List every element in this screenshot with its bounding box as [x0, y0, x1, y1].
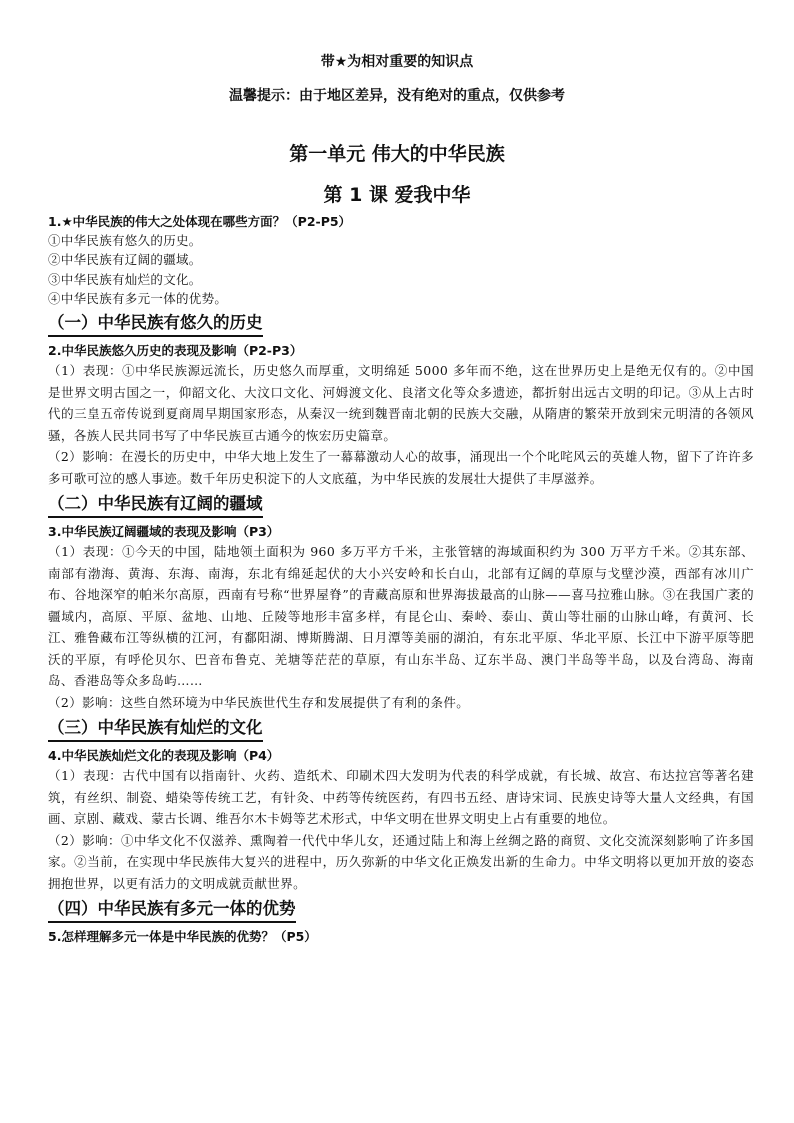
section-1-influence: （2）影响：在漫长的历史中，中华大地上发生了一幕幕激动人心的故事，涌现出一个个叱咤风云的英雄人物，留下了许许多多可歌可泣的感人事迹。数千年历史积淀下的人文底蕴，为中华民族的发展壮大提供了丰厚滋养。: [48, 449, 754, 486]
section-1-performance: （1）表现：①中华民族源远流长，历史悠久而厚重，文明绵延 5000 多年而不绝，这在世界历史上是绝无仅有的。②中国是世界文明古国之一，仰韶文化、大汶口文化、河姆渡文化、良渚文化等众多遗迹，都折射出远古文明的印记。③从上古时代的三皇五帝传说到夏商周早期国家形态，从秦汉一统到魏晋南北朝的民族大交融，从隋唐的繁荣开放到宋元明清的各领风骚，各族人民共同书写了中华民族亘古通今的恢宏历史篇章。: [48, 363, 754, 443]
section-4-heading: （四）中华民族有多元一体的优势: [48, 898, 296, 923]
section-2-performance: （1）表现：①今天的中国，陆地领土面积为 960 多万平方千米，主张管辖的海域面积约为 300 万平方千米。②其东部、南部有渤海、黄海、东海、南海，东北有绵延起伏的大小兴安岭和长白山，北部有辽阔的草原与戈壁沙漠，西部有冰川广布、谷地深窄的帕米尔高原，西南有号称“世界屋脊”的青藏高原和世界海拔最高的山脉——喜马拉雅山脉。③在我国广袤的疆域内，高原、平原、盆地、山地、丘陵等地形丰富多样，有昆仑山、秦岭、泰山、黄山等壮丽的山脉山峰，有黄河、长江、雅鲁藏布江等纵横的江河，有鄱阳湖、博斯腾湖、日月潭等美丽的湖泊，有东北平原、华北平原、长江中下游平原等肥沃的平原，有呼伦贝尔、巴音布鲁克、羌塘等茫茫的草原，有山东半岛、辽东半岛、澳门半岛等半岛，以及台湾岛、海南岛、香港岛等众多岛屿……: [48, 544, 754, 689]
section-3-influence: （2）影响：①中华文化不仅滋养、熏陶着一代代中华儿女，还通过陆上和海上丝绸之路的商贸、文化交流深刻影响了许多国家。②当前，在实现中华民族伟大复兴的进程中，历久弥新的中华文化正焕发出新的生命力。中华文明将以更加开放的姿态拥抱世界，以更有活力的文明成就贡献世界。: [48, 832, 754, 891]
question-3-title: 3.中华民族辽阔疆域的表现及影响（P3）: [48, 524, 280, 540]
reminder-note: 温馨提示：由于地区差异，没有绝对的重点，仅供参考: [229, 88, 565, 104]
section-3-performance: （1）表现：古代中国有以指南针、火药、造纸术、印刷术四大发明为代表的科学成就，有长城、故宫、布达拉宫等著名建筑，有丝织、制瓷、蜡染等传统工艺，有针灸、中药等传统医药，有四书五经、唐诗宋词、民族史诗等大量人文经典，有国画、京剧、藏戏、蒙古长调、维吾尔木卡姆等艺术形式，中华文明在世界文明史上占有重要的地位。: [48, 768, 754, 827]
main-content: [48, 212, 754, 946]
list-item: ④中华民族有多元一体的优势。: [48, 290, 228, 306]
list-item: ②中华民族有辽阔的疆域。: [48, 252, 202, 268]
list-item: ①中华民族有悠久的历史。: [48, 233, 202, 248]
unit-title: 第一单元 伟大的中华民族: [289, 143, 505, 165]
list-item: ③中华民族有灿烂的文化。: [48, 271, 202, 287]
question-5-title: 5.怎样理解多元一体是中华民族的优势？（P5）: [48, 929, 317, 945]
section-1-heading: （一）中华民族有悠久的历史: [48, 312, 263, 337]
section-2-influence: （2）影响：这些自然环境为中华民族世代生存和发展提供了有利的条件。: [48, 694, 470, 710]
key-point-note: 带★为相对重要的知识点: [320, 54, 474, 70]
question-1-title: 1.★中华民族的伟大之处体现在哪些方面？（P2-P5）: [48, 214, 352, 229]
section-3-heading: （三）中华民族有灿烂的文化: [48, 717, 263, 742]
question-4-title: 4.中华民族灿烂文化的表现及影响（P4）: [48, 748, 280, 764]
question-2-title: 2.中华民族悠久历史的表现及影响（P2-P3）: [48, 343, 303, 359]
lesson-title: 第 1 课 爱我中华: [323, 184, 471, 206]
section-2-heading: （二）中华民族有辽阔的疆域: [48, 493, 263, 518]
